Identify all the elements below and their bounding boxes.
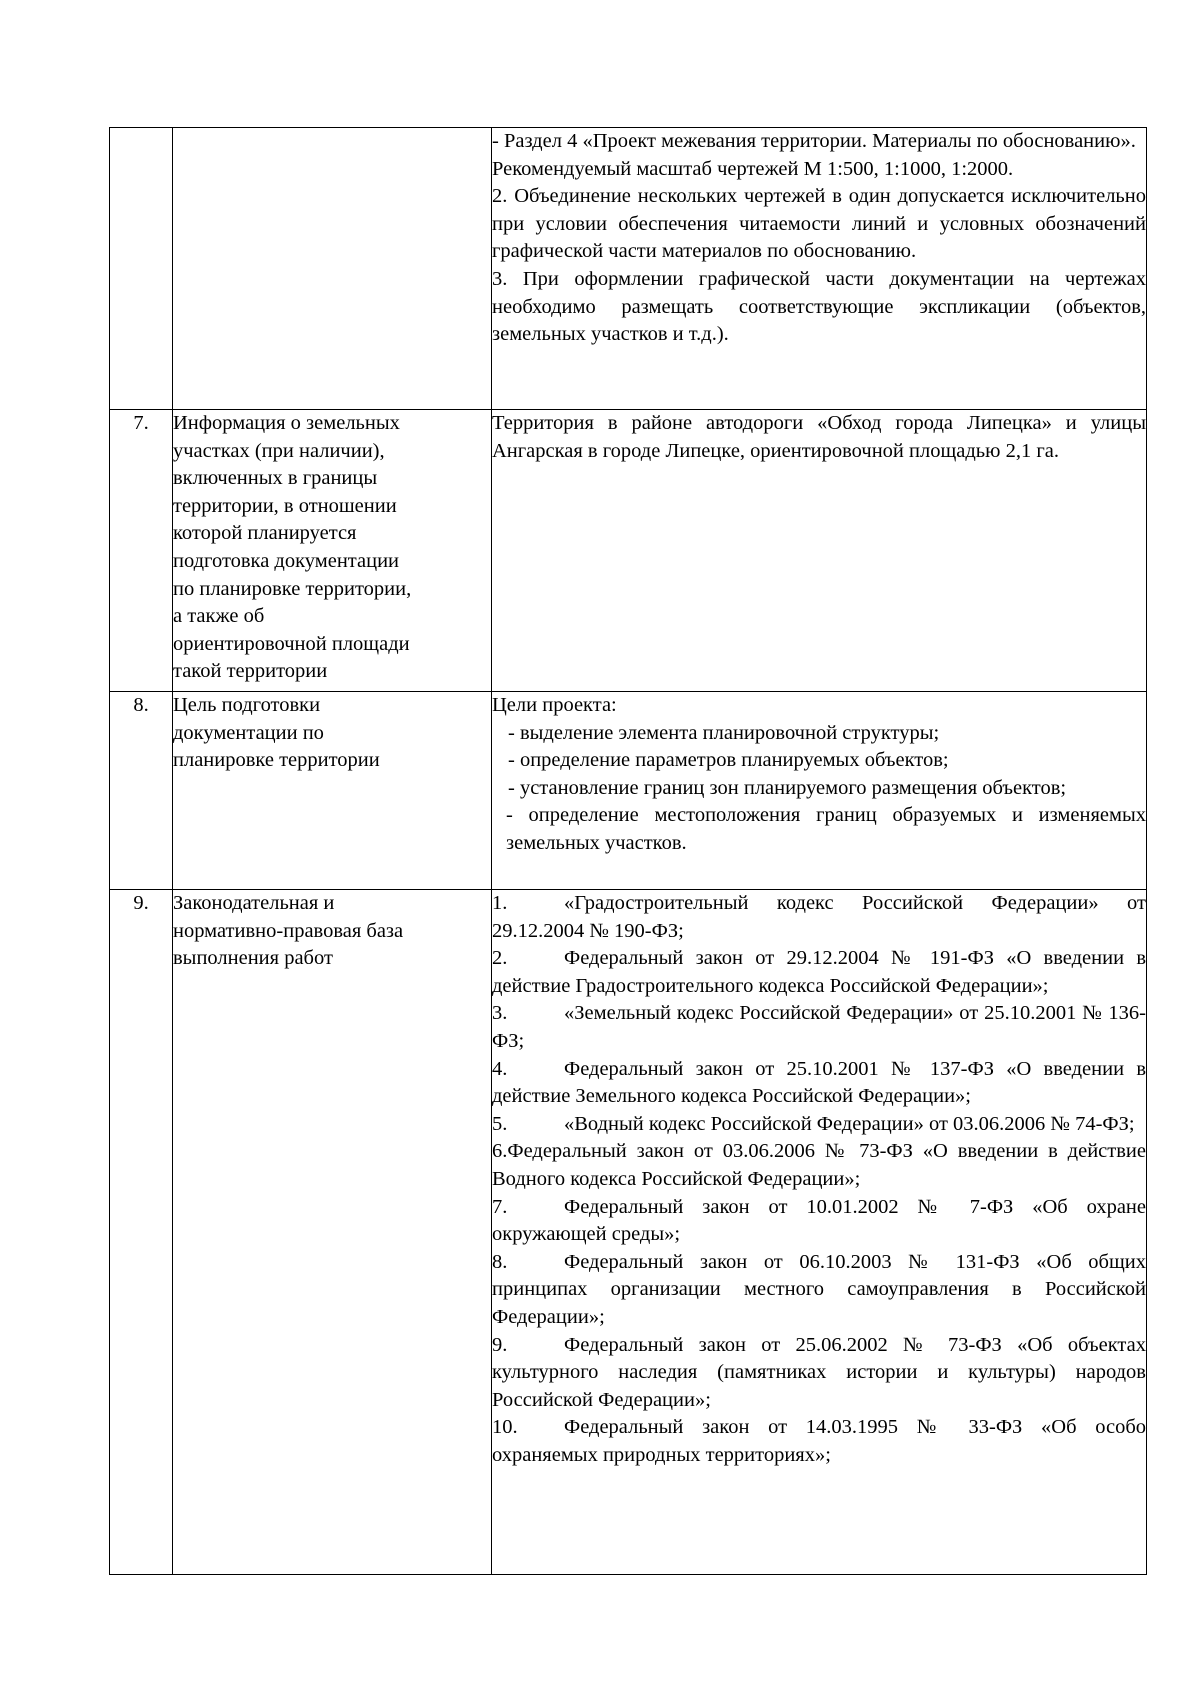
law-number: 3. <box>492 1002 508 1025</box>
law-text: «Водный кодекс Российской Федерации» от 03.06.2006 № 74-ФЗ; <box>564 1112 1135 1135</box>
row-content-cell <box>492 890 1147 1575</box>
name-line: Законодательная и <box>173 892 335 914</box>
law-number: 6. <box>492 1140 508 1163</box>
name-line: ориентировочной площади <box>173 632 410 655</box>
name-line: Информация о земельных <box>173 412 400 434</box>
law-text: Федеральный закон от 29.12.2004 № 191-ФЗ «О введении в действие Градостроительного кодекса Российской Федерации»; <box>492 947 1146 997</box>
law-text: Федеральный закон от 25.10.2001 № 137-ФЗ «О введении в действие Земельного кодекса Российской Федерации»; <box>492 1057 1146 1108</box>
row-content-cell <box>492 128 1147 410</box>
paragraph: Территория в районе автодороги «Обход города Липецка» и улицы Ангарская в городе Липецке, ориентировочной площадью 2,1 га. <box>492 412 1146 462</box>
law-text: Федеральный закон от 25.06.2002 № 73-ФЗ «Об объектах культурного наследия (памятниках истории и культуры) народов Российской Федерации»; <box>492 1333 1146 1411</box>
paragraph: 2. Объединение нескольких чертежей в один допускается исключительно при условии обеспечения читаемости линий и условных обозначений графической части материалов по обоснованию. <box>492 185 1146 263</box>
name-line: подготовка документации <box>173 549 400 572</box>
law-item <box>492 1249 1146 1332</box>
name-line: Цель подготовки <box>173 694 321 716</box>
name-line: документации по <box>173 721 324 744</box>
law-number: 2. <box>492 947 508 970</box>
name-line: планировке территории <box>173 749 380 772</box>
name-line: выполнения работ <box>173 947 333 970</box>
name-line: участках (при наличии), <box>173 439 385 462</box>
specification-table <box>109 127 1147 1575</box>
goals-title: Цели проекта: <box>492 694 617 716</box>
goal-item: - определение параметров планируемых объектов; <box>508 749 949 772</box>
name-line: нормативно-правовая база <box>173 919 404 942</box>
row-name-cell <box>173 692 492 890</box>
table-row-7 <box>110 410 1147 692</box>
law-number: 5. <box>492 1112 508 1135</box>
row-content-cell <box>492 410 1147 692</box>
law-text: Федеральный закон от 03.06.2006 № 73-ФЗ «О введении в действие Водного кодекса Российской Федерации»; <box>492 1140 1146 1190</box>
name-line: которой планируется <box>173 522 357 545</box>
law-item <box>492 1332 1146 1415</box>
name-line: включенных в границы <box>173 467 378 490</box>
law-item <box>492 1056 1146 1111</box>
row-name-cell <box>173 890 492 1575</box>
goal-item: - определение местоположения границ образуемых и изменяемых земельных участков. <box>506 804 1146 854</box>
law-text: Федеральный закон от 06.10.2003 № 131-ФЗ «Об общих принципах организации местного самоуправления в Российской Федерации»; <box>492 1250 1146 1328</box>
name-line: территории, в отношении <box>173 494 397 517</box>
law-number: 8. <box>492 1250 508 1273</box>
row-number-cell: 7. <box>110 410 173 692</box>
law-number: 1. <box>492 892 508 914</box>
law-number: 10. <box>492 1416 518 1439</box>
row-name-cell <box>173 128 492 410</box>
law-text: «Земельный кодекс Российской Федерации» от 25.10.2001 № 136-ФЗ; <box>492 1002 1146 1052</box>
law-text: Федеральный закон от 10.01.2002 № 7-ФЗ «Об охране окружающей среды»; <box>492 1195 1146 1246</box>
paragraph: 3. При оформлении графической части документации на чертежах необходимо размещать соответствующие экспликации (объектов, земельных участков и т.д.). <box>492 267 1146 346</box>
law-item <box>492 1414 1146 1469</box>
row-number-cell <box>110 128 173 410</box>
table-row-8 <box>110 692 1147 890</box>
paragraph: - Раздел 4 «Проект межевания территории. Материалы по обоснованию». <box>492 130 1136 152</box>
row-content-cell <box>492 692 1147 890</box>
law-item <box>492 1000 1146 1055</box>
name-line: а также об <box>173 605 265 628</box>
law-item <box>492 1194 1146 1249</box>
paragraph: Рекомендуемый масштаб чертежей М 1:500, 1:1000, 1:2000. <box>492 157 1014 180</box>
law-item <box>492 1138 1146 1193</box>
law-text: «Градостроительный кодекс Российской Федерации» от 29.12.2004 № 190-ФЗ; <box>492 892 1146 942</box>
row-number-cell: 9. <box>110 890 173 1575</box>
table-row-9 <box>110 890 1147 1575</box>
row-name-cell <box>173 410 492 692</box>
law-number: 4. <box>492 1057 508 1080</box>
law-item <box>492 890 1146 945</box>
name-line: по планировке территории, <box>173 577 412 600</box>
goal-item: - установление границ зон планируемого размещения объектов; <box>508 776 1067 799</box>
law-text: Федеральный закон от 14.03.1995 № 33-ФЗ «Об особо охраняемых природных территориях»; <box>492 1416 1146 1466</box>
law-item <box>492 1111 1146 1139</box>
law-number: 7. <box>492 1195 508 1218</box>
goal-item: - выделение элемента планировочной структуры; <box>508 721 940 744</box>
law-item <box>492 945 1146 1000</box>
row-number-cell: 8. <box>110 692 173 890</box>
law-number: 9. <box>492 1333 508 1356</box>
table-row-continuation <box>110 128 1147 410</box>
name-line: такой территории <box>173 660 328 683</box>
